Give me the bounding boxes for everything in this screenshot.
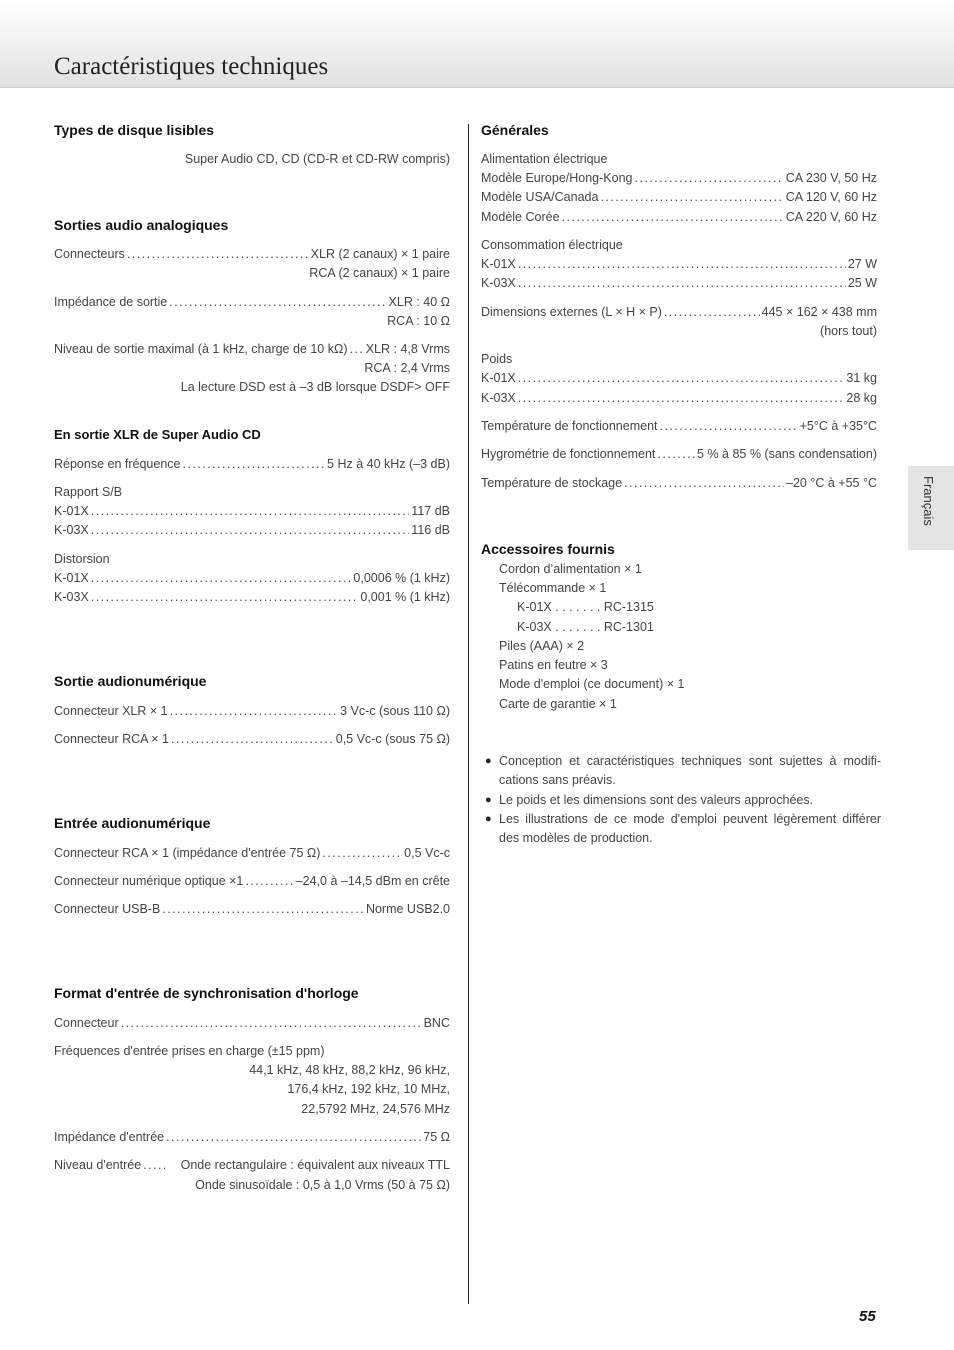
clock-freq-line-2: 176,4 kHz, 192 kHz, 10 MHz, xyxy=(287,1082,450,1096)
section-heading-digital-out: Sortie audionumérique xyxy=(54,673,207,689)
spec-row-dimensions: Dimensions externes (L × H × P) . . . 445 × 162 × 438 mm xyxy=(481,303,877,322)
spec-row-weight-k03x: K-03X . . . 28 kg xyxy=(481,389,877,408)
spec-row-humidity: Hygrométrie de fonctionnement . . . 5 % à 85 % (sans condensation) xyxy=(481,445,877,464)
clock-freq-title: Fréquences d'entrée prises en charge (±15 ppm) xyxy=(54,1044,325,1058)
accessory-item: Cordon d’alimentation × 1 xyxy=(499,562,642,576)
accessory-subitem: K-01X . . . . . . . RC-1315 xyxy=(517,600,654,614)
note-item: ● Les illustrations de ce mode d'emploi peuvent légèrement différer des modèles de production. xyxy=(485,812,881,845)
weight-title: Poids xyxy=(481,352,513,366)
accessory-item: Mode d'emploi (ce document) × 1 xyxy=(499,677,685,691)
spec-row-clock-impedance: Impédance d'entrée . . . 75 Ω xyxy=(54,1128,450,1147)
section-heading-accessories: Accessoires fournis xyxy=(481,541,615,557)
spec-row-storage-temp: Température de stockage . . . –20 °C à +55 °C xyxy=(481,474,877,493)
page-header xyxy=(0,0,954,88)
note-item: ● Le poids et les dimensions sont des valeurs approchées. xyxy=(481,791,881,810)
consumption-title: Consommation électrique xyxy=(481,238,623,252)
impedance-value-2: RCA : 10 Ω xyxy=(387,314,450,328)
spec-row-cons-k01x: K-01X . . . 27 W xyxy=(481,255,877,274)
spec-row-operating-temp: Température de fonctionnement . . . +5°C à +35°C xyxy=(481,417,877,436)
section-heading-general: Générales xyxy=(481,122,549,138)
spec-row-freq-response: Réponse en fréquence . . . 5 Hz à 40 kHz (–3 dB) xyxy=(54,455,450,474)
spec-row-power-eu: Modèle Europe/Hong-Kong . . . CA 230 V, 50 Hz xyxy=(481,169,877,188)
spec-row-rca-out: Connecteur RCA × 1 . . . 0,5 Vc-c (sous 75 Ω) xyxy=(54,730,450,749)
spec-row-power-us: Modèle USA/Canada . . . CA 120 V, 60 Hz xyxy=(481,188,877,207)
spec-row-dist-k03x: K-03X . . . 0,001 % (1 kHz) xyxy=(54,588,450,607)
spec-row-snr-k01x: K-01X . . . 117 dB xyxy=(54,502,450,521)
language-tab xyxy=(908,466,954,550)
page-title: Caractéristiques techniques xyxy=(54,53,329,80)
spec-row-clock-connector: Connecteur . . . BNC xyxy=(54,1014,450,1033)
spec-row-usb-in: Connecteur USB-B . . . Norme USB2.0 xyxy=(54,900,450,919)
spec-row-clock-level: Niveau d'entrée . . . Onde rectangulaire : équivalent aux niveaux TTL xyxy=(54,1156,450,1175)
accessory-item: Piles (AAA) × 2 xyxy=(499,639,585,653)
spec-row-snr-k03x: K-03X . . . 116 dB xyxy=(54,521,450,540)
spec-row-power-kr: Modèle Corée . . . CA 220 V, 60 Hz xyxy=(481,208,877,227)
dimensions-note: (hors tout) xyxy=(820,324,877,338)
spec-row-cons-k03x: K-03X . . . 25 W xyxy=(481,274,877,293)
snr-title: Rapport S/B xyxy=(54,485,123,499)
disc-types-value: Super Audio CD, CD (CD-R et CD-RW compris) xyxy=(184,152,450,166)
section-heading-clock: Format d'entrée de synchronisation d'horloge xyxy=(54,985,359,1001)
bullet-icon: ● xyxy=(485,813,492,825)
accessory-item: Télécommande × 1 xyxy=(499,581,607,595)
spec-row-rca-in: Connecteur RCA × 1 (impédance d'entrée 75 Ω) . . . 0,5 Vc-c xyxy=(54,844,450,863)
spec-row-optical-in: Connecteur numérique optique ×1 . . . –24,0 à –14,5 dBm en crête xyxy=(54,872,450,891)
accessory-item: Patins en feutre × 3 xyxy=(499,658,608,672)
spec-row-max-level: Niveau de sortie maximal (à 1 kHz, charge de 10 kΩ) . . . XLR : 4,8 Vrms xyxy=(54,340,450,359)
level-dsd-note: La lecture DSD est à –3 dB lorsque DSDF> OFF xyxy=(180,380,450,394)
clock-freq-line-1: 44,1 kHz, 48 kHz, 88,2 kHz, 96 kHz, xyxy=(249,1063,450,1077)
note-item: ● Conception et caractéristiques techniques sont sujettes à modifi-cations sans préavis. xyxy=(485,754,881,787)
accessory-item: Carte de garantie × 1 xyxy=(499,697,617,711)
section-heading-digital-in: Entrée audionumérique xyxy=(54,815,211,831)
spec-row-dist-k01x: K-01X . . . 0,0006 % (1 kHz) xyxy=(54,569,450,588)
power-title: Alimentation électrique xyxy=(481,152,608,166)
clock-freq-line-3: 22,5792 MHz, 24,576 MHz xyxy=(301,1102,450,1116)
spec-row-output-impedance: Impédance de sortie . . . XLR : 40 Ω xyxy=(54,293,450,312)
spec-row-xlr-out: Connecteur XLR × 1 . . . 3 Vc-c (sous 110 Ω) xyxy=(54,702,450,721)
page-number: 55 xyxy=(859,1308,876,1325)
bullet-icon: ● xyxy=(485,794,492,806)
level-value-2: RCA : 2,4 Vrms xyxy=(364,361,450,375)
language-tab-label: Français xyxy=(921,476,936,526)
spec-row-connectors: Connecteurs . . . XLR (2 canaux) × 1 paire xyxy=(54,245,450,264)
connectors-value-2: RCA (2 canaux) × 1 paire xyxy=(309,266,450,280)
bullet-icon: ● xyxy=(485,755,492,767)
distortion-title: Distorsion xyxy=(54,552,110,566)
section-heading-xlr-sacd: En sortie XLR de Super Audio CD xyxy=(54,427,261,442)
accessory-subitem: K-03X . . . . . . . RC-1301 xyxy=(517,620,654,634)
column-divider xyxy=(468,124,469,1304)
section-heading-disc: Types de disque lisibles xyxy=(54,122,215,138)
section-heading-analog: Sorties audio analogiques xyxy=(54,217,229,233)
clock-level-value-2: Onde sinusoïdale : 0,5 à 1,0 Vrms (50 à 75 Ω) xyxy=(195,1178,450,1192)
spec-row-weight-k01x: K-01X . . . 31 kg xyxy=(481,369,877,388)
